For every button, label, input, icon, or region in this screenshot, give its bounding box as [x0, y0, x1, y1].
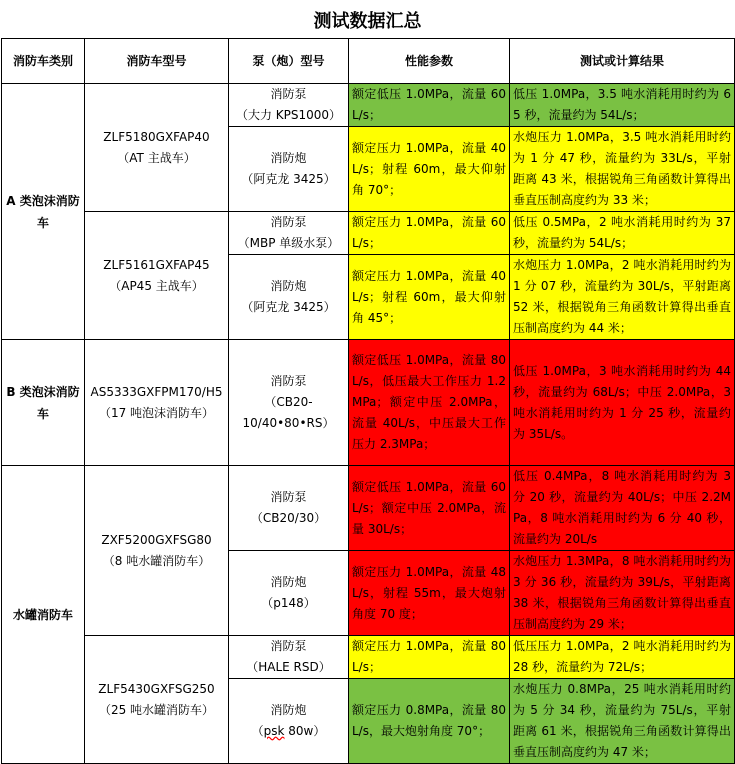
model-desc: （8 吨水罐消防车） [102, 553, 211, 568]
pump-model: （阿克龙 3425） [241, 172, 336, 186]
header-performance: 性能参数 [349, 39, 510, 84]
pump-model [232, 721, 345, 742]
pump-type: 消防炮 [270, 279, 307, 293]
category-a-foam: A 类泡沫消防车 [2, 84, 85, 340]
pump-cell [229, 340, 349, 466]
page-title: 测试数据汇总 [313, 11, 422, 32]
pump-type: 消防泵 [270, 87, 307, 101]
result-cell: 低压 1.0MPa，3 吨水消耗用时约为 44 秒，流量约为 68L/s；中压 2.0MPa，3 吨水消耗用时约为 1 分 25 秒，流量约为 35L/s。 [510, 340, 735, 466]
performance-cell: 额定低压 1.0MPa，流量 60L/s；额定中压 2.0MPa，流量 30L/s； [349, 466, 510, 551]
result-cell: 低压 1.0MPa，3.5 吨水消耗用时约为 65 秒，流量约为 54L/s； [510, 84, 735, 127]
model-cell [85, 212, 229, 340]
table-row [2, 84, 735, 127]
pump-type: 消防泵 [270, 639, 307, 653]
model-code: ZLF5180GXFAP40 [103, 129, 210, 144]
pump-type: 消防泵 [270, 215, 307, 229]
pump-cell [229, 127, 349, 212]
model-cell [85, 466, 229, 636]
header-result: 测试或计算结果 [510, 39, 735, 84]
pump-type: 消防炮 [270, 703, 307, 717]
table-row [2, 636, 735, 679]
spellcheck-marked-text: psk [263, 724, 285, 738]
result-cell: 低压压力 1.0MPa，2 吨水消耗用时约为 28 秒，流量约为 72L/s； [510, 636, 735, 679]
header-row [2, 39, 735, 84]
header-category: 消防车类别 [2, 39, 85, 84]
pump-type: 消防泵 [270, 490, 307, 504]
model-code: ZLF5161GXFAP45 [103, 257, 210, 272]
pump-model: （CB20-10/40•80•RS） [242, 395, 335, 430]
result-cell: 水炮压力 1.3MPa，8 吨水消耗用时约为 3 分 36 秒，流量约为 39L/s，平射距离 38 米，根据锐角三角函数计算得出垂直压制高度约为 29 米； [510, 551, 735, 636]
pump-cell [229, 636, 349, 679]
pump-type: 消防泵 [270, 374, 307, 388]
pump-model: （CB20/30） [250, 511, 327, 525]
header-model: 消防车型号 [85, 39, 229, 84]
result-cell: 水炮压力 1.0MPa，2 吨水消耗用时约为 1 分 07 秒，流量约为 30L/s，平射距离 52 米，根据锐角三角函数计算得出垂直压制高度约为 44 米； [510, 255, 735, 340]
table-row [2, 340, 735, 466]
performance-cell: 额定低压 1.0MPa，流量 80L/s，低压最大工作压力 1.2MPa；额定中压 2.0MPa，流量 40L/s，中压最大工作压力 2.3MPa； [349, 340, 510, 466]
pump-model-suffix: 80w） [284, 724, 326, 738]
pump-model: （大力 KPS1000） [235, 108, 342, 122]
header-pump: 泵（炮）型号 [229, 39, 349, 84]
result-cell: 低压 0.4MPa，8 吨水消耗用时约为 3 分 20 秒，流量约为 40L/s；中压 2.2MPa，8 吨水消耗用时约为 6 分 40 秒，流量约为 20L/s [510, 466, 735, 551]
performance-cell: 额定压力 1.0MPa，流量 48L/s，射程 55m，最大炮射角度 70 度； [349, 551, 510, 636]
pump-cell [229, 679, 349, 764]
pump-cell [229, 551, 349, 636]
model-desc: （17 吨泡沫消防车） [98, 405, 215, 420]
performance-cell: 额定压力 1.0MPa，流量 60L/s； [349, 212, 510, 255]
model-desc: （AP45 主战车） [109, 278, 204, 293]
model-desc: （AT 主战车） [117, 150, 196, 165]
performance-cell: 额定低压 1.0MPa，流量 60L/s； [349, 84, 510, 127]
pump-cell [229, 255, 349, 340]
pump-type: 消防炮 [270, 575, 307, 589]
category-water-tank: 水罐消防车 [2, 466, 85, 764]
table-row [2, 466, 735, 551]
model-code: ZXF5200GXFSG80 [101, 532, 212, 547]
performance-cell: 额定压力 1.0MPa，流量 80L/s； [349, 636, 510, 679]
result-cell: 水炮压力 0.8MPa，25 吨水消耗用时约为 5 分 34 秒，流量约为 75L/s，平射距离 61 米，根据锐角三角函数计算得出垂直压制高度约为 47 米； [510, 679, 735, 764]
model-code: ZLF5430GXFSG250 [98, 681, 215, 696]
table-row [2, 212, 735, 255]
result-cell: 低压 0.5MPa，2 吨水消耗用时约为 37 秒，流量约为 54L/s； [510, 212, 735, 255]
performance-cell: 额定压力 1.0MPa，流量 40L/s；射程 60m，最大仰射角 45°； [349, 255, 510, 340]
pump-model-prefix: （ [251, 724, 264, 738]
pump-model: （阿克龙 3425） [241, 300, 336, 314]
pump-model: （MBP 单级水泵） [237, 236, 340, 250]
model-code: AS5333GXFPM170/H5 [90, 384, 223, 399]
category-b-foam: B 类泡沫消防车 [2, 340, 85, 466]
model-desc: （25 吨水罐消防车） [98, 702, 215, 717]
performance-cell: 额定压力 1.0MPa，流量 40L/s；射程 60m，最大仰射角 70°； [349, 127, 510, 212]
model-cell [85, 84, 229, 212]
test-data-table [1, 38, 735, 764]
pump-cell [229, 84, 349, 127]
pump-cell [229, 466, 349, 551]
model-cell [85, 636, 229, 764]
pump-model: （p148） [261, 596, 316, 610]
pump-model: （HALE RSD） [246, 660, 331, 674]
pump-type: 消防炮 [270, 151, 307, 165]
pump-cell [229, 212, 349, 255]
performance-cell: 额定压力 0.8MPa，流量 80L/s，最大炮射角度 70°； [349, 679, 510, 764]
result-cell: 水炮压力 1.0MPa，3.5 吨水消耗用时约为 1 分 47 秒，流量约为 33L/s，平射距离 43 米，根据锐角三角函数计算得出垂直压制高度约为 33 米； [510, 127, 735, 212]
model-cell [85, 340, 229, 466]
